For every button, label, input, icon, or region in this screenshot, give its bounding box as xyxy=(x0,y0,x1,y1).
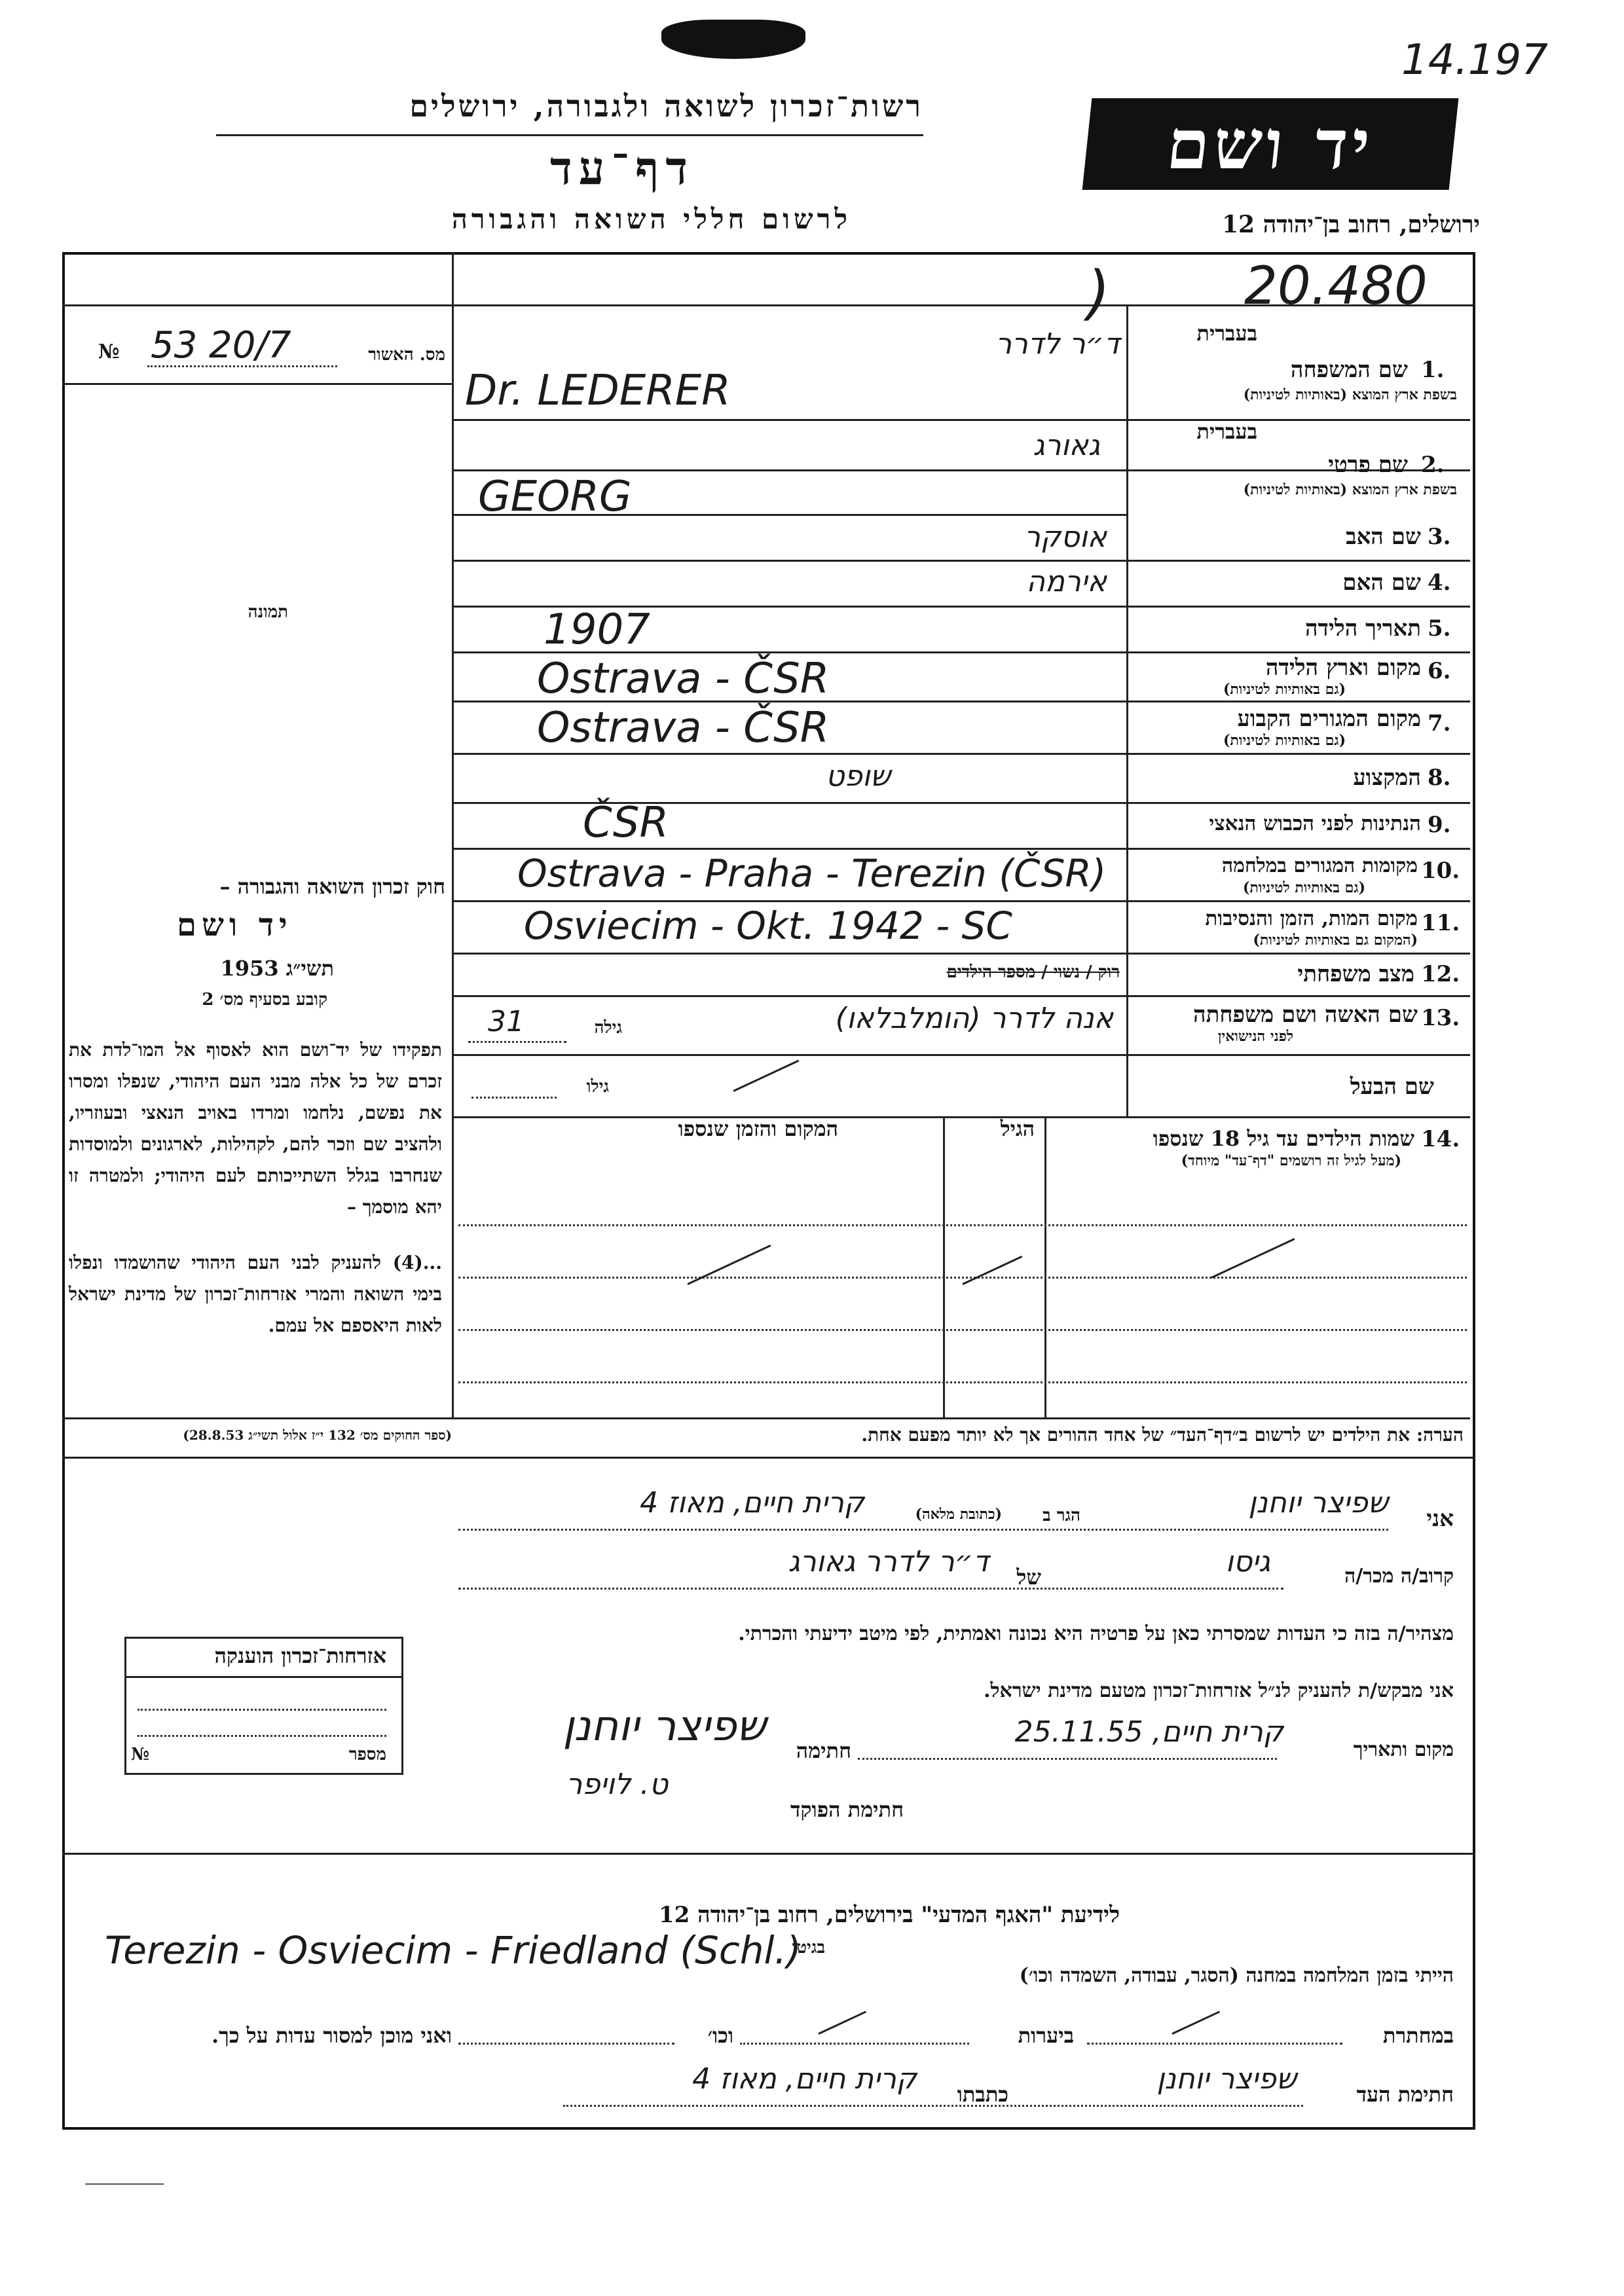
decl-place-date-value: קרית חיים, 25.11.55 xyxy=(1014,1715,1283,1749)
header-underline xyxy=(216,134,923,136)
footer-witness-addr-label: כתבתו xyxy=(957,2082,1008,2107)
field-6-value: Ostrava - ČSR xyxy=(537,655,830,703)
footer-witness-label: חתימת העד xyxy=(1356,2082,1454,2107)
law-clause: קובע בסעיף מס׳ 2 xyxy=(202,990,327,1010)
field-3-value: אוסקר xyxy=(1024,520,1107,554)
row-line-12 xyxy=(452,995,1470,997)
field-1-hebrew-tag: בעברית xyxy=(1196,321,1257,346)
field-12-value: רוק / נשוי / מספר הילדים xyxy=(946,962,1120,982)
footer-witness-addr-value: קרית חיים, מאוז 4 xyxy=(692,2062,917,2096)
field-6-label: מקום וארץ הלידה xyxy=(1265,655,1421,681)
children-col-place: המקום והזמן שנספו xyxy=(678,1116,838,1141)
decl-place-date-dots xyxy=(858,1758,1277,1760)
field-11-number: 11. xyxy=(1421,910,1460,936)
law-text-2: ...(4) להעניק לבני העם היהודי שהושמדו ונפלו בימי השואה והמרי אזרחות־זכרון של מדינת ישראל לאות היאספם אל עמם. xyxy=(69,1252,442,1336)
decl-of-label: של xyxy=(1016,1565,1041,1590)
authority-name: רשות־זכרון לשואה ולגבורה, ירושלים xyxy=(409,88,923,124)
footer-forest-dots xyxy=(740,2043,969,2045)
field-2-label: שם פרטי xyxy=(1328,452,1408,478)
footer-witness-value: שפיצר יוחנן xyxy=(1156,2062,1297,2096)
field-1-number: 1. xyxy=(1421,357,1445,383)
law-year: תשי״ג 1953 xyxy=(220,956,334,981)
field-6-sub: (גם באותיות לטיניות) xyxy=(1223,681,1346,698)
field-13-age-label: גילה xyxy=(594,1018,622,1038)
decl-line-1 xyxy=(458,1529,1388,1531)
certificate-dots-1 xyxy=(138,1709,386,1711)
field-11-sub: (המקום גם באותיות לטיניות) xyxy=(1253,932,1418,949)
field-13-label: שם האשה ושם משפחתה xyxy=(1193,1002,1418,1028)
footer-etc-label: וכו׳ xyxy=(707,2023,733,2048)
field-1-hebrew-value: ד״ר לדרר xyxy=(995,327,1120,361)
certificate-title: אזרחות־זכרון הוענקה xyxy=(214,1643,386,1668)
footer-camp-hint: בגיטו xyxy=(792,1938,825,1958)
law-text-1: תפקידו של יד־ושם הוא לאסוף אל המו־לדת את זכרם של כל אלה מבני העם היהודי, שנפלו ומסרו את נפשם, נלחמו ומרדו באויב הנאצי ובעוזריו, ולהציב שם וזכר להם, לקהילות, לארגונים ולמוסדות שנחרבו בגלל השתייכותם לעם היהודי; ולמטרה זו יהא מוסמך – xyxy=(69,1039,442,1218)
field-9-label: הנתינות לפני הכבוש הנאצי xyxy=(1209,812,1421,835)
form-title: דף־עד xyxy=(549,141,694,195)
field-9-value: ČSR xyxy=(583,799,669,847)
decl-address-value: קרית חיים, מאוז 4 xyxy=(640,1486,864,1520)
field-7-value: Ostrava - ČSR xyxy=(537,704,830,752)
footer-camp-value: Terezin - Osviecim - Friedland (Schl.) xyxy=(105,1928,802,1973)
note-text: הערה: את הילדים יש לרשום ב״דף־העד״ של אחד ההורים אך לא יותר מפעם אחת. xyxy=(861,1424,1464,1446)
field-3-number: 3. xyxy=(1428,524,1451,550)
footer-unit-label: במחתרת xyxy=(1382,2023,1454,2048)
field-2-hebrew-tag: בעברית xyxy=(1196,419,1257,444)
field-4-label: שם האם xyxy=(1342,570,1421,596)
address: ירושלים, רחוב בן־יהודה 12 xyxy=(1221,211,1480,238)
field-11-label: מקום המות, הזמן והנסיבות xyxy=(1205,907,1418,930)
decl-of-value: ד״ר לדרר גאורג xyxy=(788,1545,989,1578)
law-source: (ספר החוקים מס׳ 132 י״ז אלול תשי״ג 28.8.53) xyxy=(183,1427,452,1443)
field-4-value: אירמה xyxy=(1026,565,1107,598)
certificate-dots-2 xyxy=(138,1735,386,1737)
photo-label: תמונה xyxy=(248,602,288,622)
decl-i-label: אני xyxy=(1426,1506,1454,1532)
children-row-3 xyxy=(458,1329,1467,1331)
certificate-title-line xyxy=(124,1676,402,1678)
approval-dots xyxy=(147,365,337,367)
note-top-line xyxy=(452,1417,1470,1419)
field-7-sub: (גם באותיות לטיניות) xyxy=(1223,732,1346,749)
field-4-number: 4. xyxy=(1428,570,1451,596)
approval-no-sign: № xyxy=(98,340,120,363)
children-divider-1 xyxy=(943,1116,945,1417)
field-5-number: 5. xyxy=(1428,615,1451,642)
footer-etc-dots xyxy=(458,2043,674,2045)
footer-divider xyxy=(62,1853,1473,1855)
decl-address-hint: (כתובת מלאה) xyxy=(915,1506,1002,1523)
field-8-label: המקצוע xyxy=(1353,765,1421,791)
field-7-label: מקום המגורים הקבוע xyxy=(1237,706,1421,732)
field-10-sub: (גם באותיות לטיניות) xyxy=(1242,879,1365,896)
field-10-value: Ostrava - Praha - Terezin (ČSR) xyxy=(517,851,1107,896)
children-divider-2 xyxy=(1044,1116,1046,1417)
field-10-label: מקומות המגורים במלחמה xyxy=(1221,854,1418,877)
form-subtitle: לרשום חללי השואה והגבורה xyxy=(451,203,851,235)
field-10-number: 10. xyxy=(1421,858,1460,884)
field-6-number: 6. xyxy=(1428,658,1451,684)
field-12-number: 12. xyxy=(1421,961,1460,987)
approval-line xyxy=(62,383,452,385)
decl-place-date-label: מקום ותאריך xyxy=(1353,1738,1454,1761)
decl-request: אני מבקש/ת להעניק לנ״ל אזרחות־זכרון מטעם מדינת ישראל. xyxy=(984,1679,1454,1702)
decl-relative-label: קרוב/ה מכר/ה xyxy=(1344,1565,1454,1588)
field-12-label: מצב משפחתי xyxy=(1297,961,1414,987)
children-sub: (מעל לגיל זה רושמים "דף־עד" מיוחד) xyxy=(1181,1152,1401,1169)
field-2-latin-value: GEORG xyxy=(478,473,632,521)
field-1-sub: בשפת ארץ המוצא (באותיות לטיניות) xyxy=(1243,386,1457,403)
decl-resident-label: הגר ב xyxy=(1043,1506,1080,1525)
husband-label: שם הבעל xyxy=(1350,1074,1434,1100)
field-8-value: שופט xyxy=(825,759,891,793)
approval-label: מס. האשור xyxy=(368,345,445,365)
husband-age-label: גילו xyxy=(586,1077,609,1097)
scan-dash xyxy=(85,2183,164,2185)
children-number: 14. xyxy=(1421,1126,1460,1152)
decl-i-value: שפיצר יוחנן xyxy=(1248,1486,1388,1520)
field-2-number: 2. xyxy=(1421,452,1445,478)
husband-age-dots xyxy=(471,1097,557,1099)
certificate-number-label: מספר xyxy=(348,1745,386,1764)
footer-ready-text: ואני מוכן למסור עדות על כך. xyxy=(211,2023,452,2048)
law-name: יד ושם xyxy=(177,907,293,943)
row-line-11 xyxy=(452,953,1470,955)
footer-unit-dots xyxy=(1087,2043,1342,2045)
row-line-9 xyxy=(452,848,1470,850)
footer-camp-label: הייתי בזמן המלחמה במחנה (הסגר, עבודה, השמדה וכו׳) xyxy=(1019,1964,1454,1987)
certificate-number-sign: № xyxy=(131,1745,150,1764)
decl-examiner-label: חתימת הפוקד xyxy=(790,1797,904,1822)
children-row-4 xyxy=(458,1381,1467,1383)
children-col-age: הגיל xyxy=(1000,1116,1035,1141)
decl-examiner-value: ט. לויפר xyxy=(566,1768,668,1801)
law-title: חוק זכרון השואה והגבורה – xyxy=(219,874,445,899)
field-9-number: 9. xyxy=(1428,812,1451,838)
field-13-age-dots xyxy=(468,1041,566,1043)
left-column-divider xyxy=(452,252,454,1417)
field-3-label: שם האב xyxy=(1346,524,1421,550)
field-11-value: Osviecim - Okt. 1942 - SC xyxy=(524,903,1012,948)
row-line-7 xyxy=(452,753,1470,755)
label-column-divider xyxy=(1126,304,1128,1116)
scan-blot xyxy=(661,20,805,59)
field-1-latin-value: Dr. LEDERER xyxy=(465,367,731,415)
note-bottom-line xyxy=(62,1457,1473,1459)
field-5-label: תאריך הלידה xyxy=(1304,615,1421,642)
footer-witness-dots xyxy=(563,2105,1303,2107)
field-8-number: 8. xyxy=(1428,765,1451,791)
field-13-age-value: 31 xyxy=(488,1005,525,1038)
row-line-13 xyxy=(452,1054,1470,1056)
field-2-sub: בשפת ארץ המוצא (באותיות לטיניות) xyxy=(1243,481,1457,498)
field-13-number: 13. xyxy=(1421,1005,1460,1031)
decl-affirm: מצהיר/ה בזה כי העדות שמסרתי כאן על פרטיה היא נכונה ואמתית, לפי מיטב ידיעתי והכרתי. xyxy=(738,1622,1454,1645)
decl-line-2 xyxy=(458,1588,1283,1590)
row-line-1 xyxy=(452,419,1470,421)
decl-relation-value: גיסו xyxy=(1225,1545,1270,1578)
sheet-number: 20.480 xyxy=(1244,255,1428,316)
field-13-value: אנה לדרר (הומלבלאו) xyxy=(835,1002,1113,1035)
approval-value: 53 20/7 xyxy=(151,324,291,367)
footer-forest-label: ביערות xyxy=(1018,2023,1074,2048)
children-label: שמות הילדים עד גיל 18 שנספו xyxy=(1153,1126,1414,1151)
left-column-bottom xyxy=(62,1417,452,1419)
archive-number: 14.197 xyxy=(1401,36,1548,84)
row-line-10 xyxy=(452,900,1470,902)
field-2-hebrew-value: גאורג xyxy=(1033,429,1100,462)
field-7-number: 7. xyxy=(1428,710,1451,737)
row-line-3 xyxy=(452,560,1470,562)
decl-signature-value: שפיצר יוחנן xyxy=(563,1702,766,1751)
sheet-stroke: ) xyxy=(1087,259,1111,327)
field-13-sub: לפני הנישואין xyxy=(1217,1028,1293,1045)
yad-vashem-logo: יד ושם xyxy=(1082,98,1459,190)
children-row-1 xyxy=(458,1224,1467,1226)
field-5-value: 1907 xyxy=(544,606,650,654)
decl-signature-label: חתימה xyxy=(796,1738,851,1763)
field-1-label: שם המשפחה xyxy=(1290,357,1408,383)
footer-notice: לידיעת "האגף המדעי" בירושלים, רחוב בן־יהודה 12 xyxy=(659,1902,1120,1928)
children-row-2 xyxy=(458,1277,1467,1279)
